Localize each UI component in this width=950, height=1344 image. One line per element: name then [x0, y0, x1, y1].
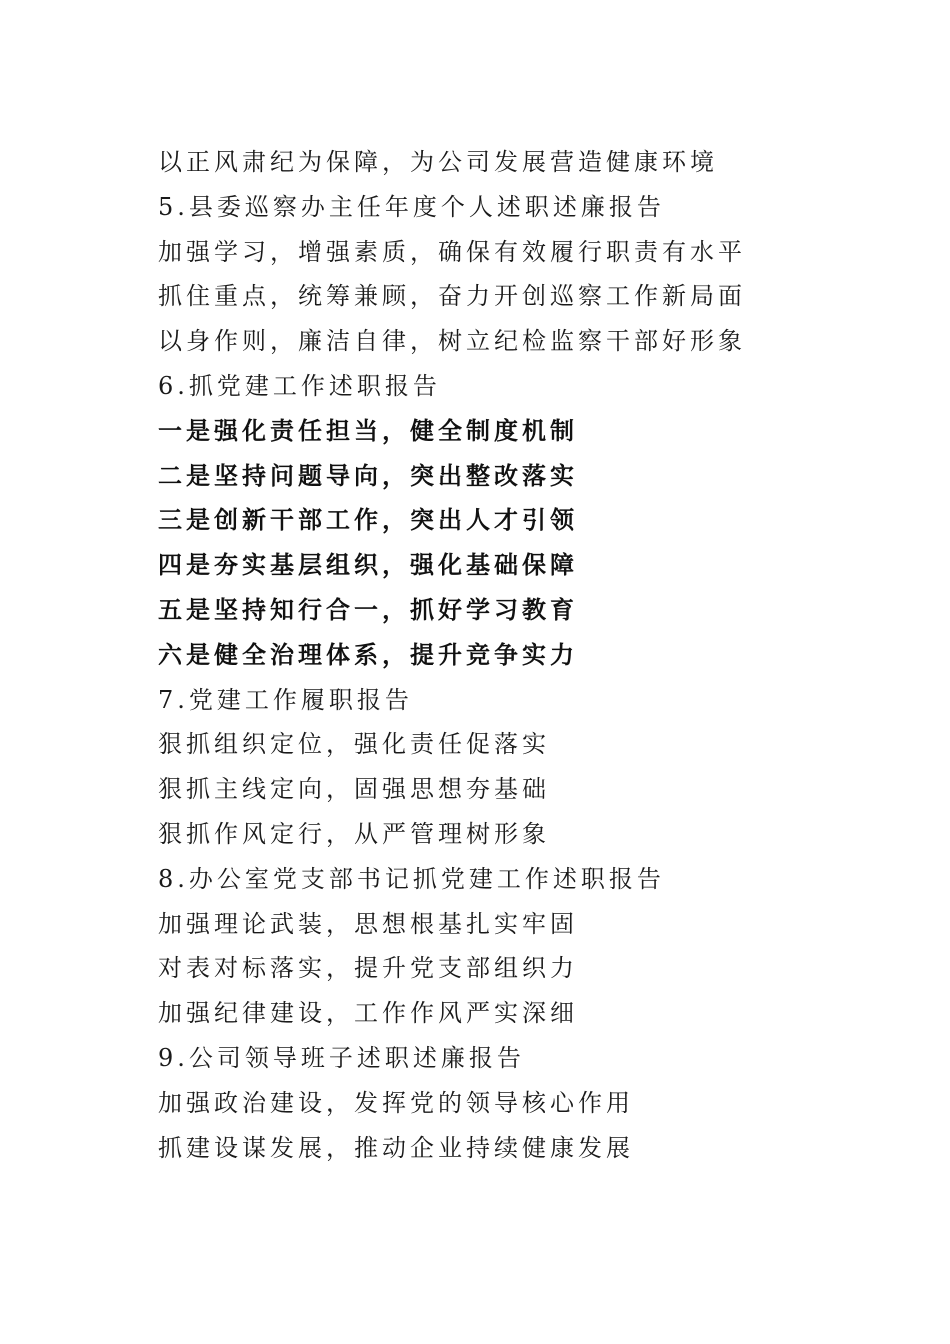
text-line: 以身作则，廉洁自律，树立纪检监察干部好形象 [158, 327, 746, 356]
document-body [158, 140, 858, 1170]
text-line: 二是坚持问题导向，突出整改落实 [158, 460, 578, 490]
section-heading: 8.办公室党支部书记抓党建工作述职报告 [158, 864, 665, 893]
text-line: 狠抓作风定行，从严管理树形象 [158, 819, 550, 848]
section-heading: 5.县委巡察办主任年度个人述职述廉报告 [158, 192, 665, 221]
text-line: 一是强化责任担当，健全制度机制 [158, 415, 578, 445]
text-line: 加强纪律建设，工作作风严实深细 [158, 999, 578, 1028]
section-heading: 6.抓党建工作述职报告 [158, 371, 441, 400]
text-line: 抓建设谋发展，推动企业持续健康发展 [158, 1133, 634, 1162]
text-line: 三是创新干部工作，突出人才引领 [158, 505, 578, 535]
text-line: 四是夯实基层组织，强化基础保障 [158, 550, 578, 580]
section-heading: 7.党建工作履职报告 [158, 685, 413, 714]
text-line: 六是健全治理体系，提升竞争实力 [158, 639, 578, 669]
text-line: 加强学习，增强素质，确保有效履行职责有水平 [158, 237, 746, 266]
text-line: 狠抓组织定位，强化责任促落实 [158, 730, 550, 759]
text-line: 以正风肃纪为保障，为公司发展营造健康环境 [158, 148, 718, 176]
text-line: 五是坚持知行合一，抓好学习教育 [158, 594, 578, 624]
text-line: 抓住重点，统筹兼顾，奋力开创巡察工作新局面 [158, 282, 746, 311]
text-line: 加强理论武装，思想根基扎实牢固 [158, 909, 578, 938]
text-line: 对表对标落实，提升党支部组织力 [158, 954, 578, 983]
text-line: 狠抓主线定向，固强思想夯基础 [158, 775, 550, 804]
section-heading: 9.公司领导班子述职述廉报告 [158, 1043, 525, 1072]
text-line: 加强政治建设，发挥党的领导核心作用 [158, 1088, 634, 1117]
